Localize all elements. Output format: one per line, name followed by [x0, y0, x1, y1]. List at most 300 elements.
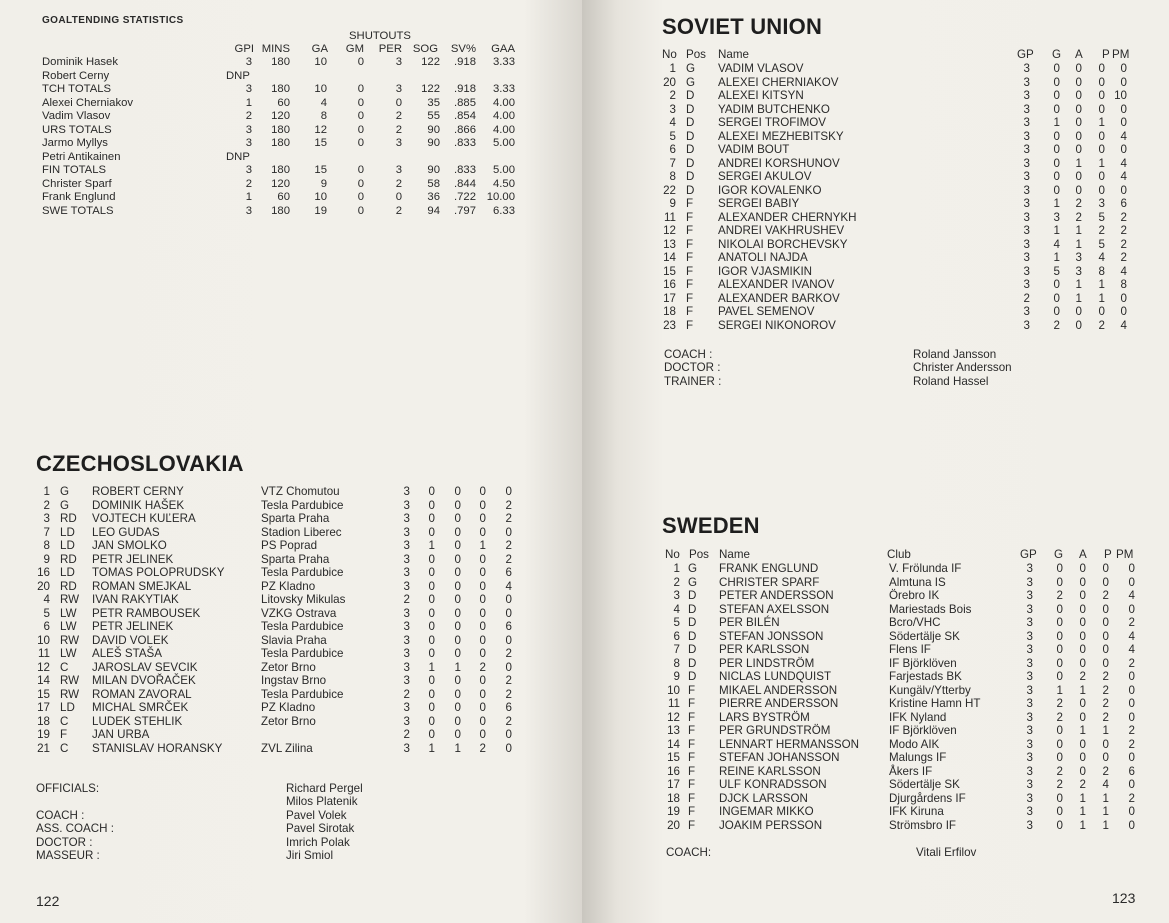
col-g: G — [1052, 48, 1062, 61]
goalie-col-sog: SOG — [412, 43, 438, 55]
sweden-player-row — [582, 616, 1169, 630]
player-stat-gp: 3 — [1026, 697, 1033, 710]
player-number: 15 — [663, 264, 676, 278]
player-stat-g: 0 — [1056, 818, 1063, 832]
player-name: PETER ANDERSSON — [719, 589, 834, 602]
player-stat-pm: 0 — [1120, 116, 1127, 129]
official-role: ASS. COACH : — [36, 822, 114, 836]
player-stat-pm: 2 — [1120, 224, 1127, 237]
player-stat-gp: 3 — [1026, 575, 1033, 589]
player-stat-p: 2 — [1102, 710, 1109, 724]
goalie-row — [0, 83, 582, 97]
goalie-gpi: DNP — [226, 69, 250, 82]
player-position: F — [688, 818, 696, 832]
player-stat-g: 0 — [428, 714, 435, 728]
player-stat-pm: 0 — [505, 606, 512, 620]
goalie-gpi: 3 — [245, 83, 252, 95]
player-stat-p: 0 — [479, 498, 486, 512]
player-number: 8 — [673, 656, 680, 670]
player-stat-gp: 3 — [403, 647, 410, 660]
player-stat-pm: 2 — [1128, 616, 1135, 629]
player-stat-gp: 3 — [403, 566, 410, 579]
player-stat-g: 2 — [1056, 697, 1063, 710]
soviet-player-row — [582, 278, 1169, 292]
goalie-mins: 180 — [271, 137, 290, 149]
player-stat-a: 0 — [454, 485, 461, 498]
player-stat-p: 0 — [479, 701, 486, 714]
col-a: A — [1075, 48, 1083, 61]
player-stat-gp: 3 — [1026, 589, 1033, 602]
player-name: VOJTECH KUĽERA — [92, 512, 196, 525]
player-name: DOMINIK HAŠEK — [92, 498, 185, 512]
player-stat-a: 0 — [1075, 129, 1082, 143]
player-stat-pm: 6 — [1128, 764, 1135, 778]
player-stat-pm: 2 — [1128, 737, 1135, 751]
goalie-col-ga: GA — [311, 43, 328, 55]
player-position: F — [686, 278, 694, 291]
player-number: 23 — [663, 318, 676, 332]
player-stat-gp: 3 — [1026, 670, 1033, 683]
col-name: Name — [718, 48, 749, 61]
player-number: 2 — [669, 89, 676, 102]
goalie-svp: .854 — [454, 110, 476, 122]
goalie-gaa: 3.33 — [493, 56, 515, 68]
goalie-svp: .918 — [454, 56, 476, 68]
player-position: D — [688, 670, 697, 683]
staff-role: COACH: — [666, 846, 712, 859]
col-p: P — [1102, 48, 1110, 61]
player-name: ALEXEI KITSYN — [718, 89, 804, 102]
player-position: RW — [60, 674, 80, 687]
player-stat-g: 5 — [1053, 264, 1060, 278]
player-stat-g: 0 — [1053, 75, 1060, 89]
player-name: PETR RAMBOUSEK — [92, 606, 201, 620]
player-stat-p: 0 — [1102, 602, 1109, 616]
goalie-ga: 4 — [320, 96, 327, 109]
player-number: 14 — [663, 251, 676, 264]
player-stat-pm: 0 — [1128, 670, 1135, 683]
player-name: STEFAN AXELSSON — [719, 602, 830, 616]
goalie-name: TCH TOTALS — [42, 83, 112, 95]
player-stat-gp: 3 — [403, 701, 410, 714]
player-stat-gp: 3 — [1026, 791, 1033, 805]
player-position: F — [686, 210, 694, 224]
player-stat-pm: 0 — [1120, 183, 1127, 197]
goalie-per: 3 — [395, 83, 402, 95]
player-stat-pm: 4 — [1120, 129, 1127, 143]
player-position: LW — [60, 606, 77, 620]
player-stat-a: 0 — [1079, 697, 1086, 710]
player-stat-g: 1 — [428, 539, 435, 552]
player-number: 13 — [667, 724, 680, 737]
soviet-player-row — [582, 62, 1169, 76]
player-stat-pm: 2 — [505, 674, 512, 687]
player-stat-g: 0 — [1053, 89, 1060, 102]
sweden-player-row — [582, 589, 1169, 603]
goalie-ga: 10 — [314, 83, 327, 95]
soviet-player-row — [582, 224, 1169, 238]
goalie-row — [0, 205, 582, 219]
player-stat-gp: 3 — [1023, 278, 1030, 291]
player-club: IF Björklöven — [889, 724, 957, 737]
player-stat-p: 0 — [1102, 629, 1109, 643]
player-stat-a: 1 — [1075, 224, 1082, 237]
col-pm: PM — [1112, 48, 1130, 61]
player-stat-pm: 0 — [505, 660, 512, 674]
sweden-player-row — [582, 778, 1169, 792]
player-stat-gp: 2 — [403, 728, 410, 741]
player-stat-g: 0 — [428, 593, 435, 606]
player-stat-gp: 3 — [1023, 318, 1030, 332]
player-name: ANATOLI NAJDA — [718, 251, 808, 264]
player-stat-a: 0 — [454, 714, 461, 728]
player-number: 22 — [663, 183, 676, 197]
goalie-per: 3 — [395, 137, 402, 149]
goalie-sog: 90 — [427, 164, 440, 176]
goalie-svp: .918 — [454, 83, 476, 95]
player-stat-g: 0 — [1056, 602, 1063, 616]
player-stat-pm: 0 — [1120, 75, 1127, 89]
goalie-gm: 0 — [357, 96, 364, 109]
player-stat-g: 0 — [1053, 170, 1060, 183]
player-position: LD — [60, 566, 75, 579]
player-stat-pm: 2 — [1128, 656, 1135, 670]
player-stat-p: 0 — [1102, 656, 1109, 670]
player-name: NIKOLAI BORCHEVSKY — [718, 237, 848, 251]
player-name: FRANK ENGLUND — [719, 562, 819, 575]
czech-player-row — [0, 661, 582, 675]
goalie-gpi: 2 — [245, 177, 252, 190]
player-club: Farjestads BK — [889, 670, 962, 683]
player-number: 10 — [37, 633, 50, 647]
official-role: OFFICIALS: — [36, 782, 100, 795]
player-stat-p: 0 — [1098, 89, 1105, 102]
soviet-player-row — [582, 143, 1169, 157]
official-name: Imrich Polak — [286, 835, 350, 849]
player-stat-p: 0 — [479, 620, 486, 633]
player-position: D — [688, 602, 697, 616]
player-stat-gp: 3 — [1023, 75, 1030, 89]
player-position: C — [60, 660, 69, 674]
player-stat-a: 0 — [454, 579, 461, 593]
player-stat-a: 1 — [1079, 724, 1086, 737]
goalie-ga: 15 — [314, 137, 327, 149]
player-position: D — [686, 183, 695, 197]
player-stat-a: 0 — [1075, 318, 1082, 332]
czech-team-title: CZECHOSLOVAKIA — [36, 451, 244, 476]
player-stat-gp: 3 — [1023, 210, 1030, 224]
soviet-player-row — [582, 103, 1169, 117]
player-club: Malungs IF — [889, 751, 947, 764]
player-stat-pm: 4 — [1128, 589, 1135, 602]
player-name: JOAKIM PERSSON — [719, 818, 823, 832]
player-club: PS Poprad — [261, 539, 318, 552]
player-position: LD — [60, 701, 75, 714]
player-name: JAN SMOLKO — [92, 539, 167, 552]
player-club: V. Frölunda IF — [889, 562, 962, 575]
player-name: CHRISTER SPARF — [719, 575, 820, 589]
player-number: 7 — [669, 156, 676, 170]
player-stat-p: 0 — [1098, 75, 1105, 89]
official-role: COACH : — [36, 808, 85, 822]
player-stat-pm: 2 — [505, 714, 512, 728]
sweden-player-row — [582, 562, 1169, 576]
player-position: RD — [60, 579, 77, 593]
player-number: 9 — [43, 552, 50, 566]
player-stat-pm: 0 — [1128, 602, 1135, 616]
player-stat-pm: 2 — [505, 687, 512, 701]
goalie-mins: 120 — [271, 177, 290, 190]
goalie-ga: 12 — [314, 123, 327, 136]
player-stat-pm: 4 — [1120, 264, 1127, 278]
goalie-name: Jarmo Myllys — [42, 137, 108, 149]
czech-player-row — [0, 526, 582, 540]
player-club: Örebro IK — [889, 589, 940, 602]
sweden-table-header — [582, 548, 1169, 562]
player-stat-a: 0 — [1079, 629, 1086, 643]
player-stat-pm: 0 — [1128, 575, 1135, 589]
czech-player-row — [0, 674, 582, 688]
player-stat-pm: 0 — [1128, 697, 1135, 710]
player-stat-a: 1 — [1075, 237, 1082, 251]
player-position: RD — [60, 512, 77, 525]
goalie-gm: 0 — [357, 110, 364, 122]
player-stat-p: 2 — [479, 741, 486, 755]
player-number: 1 — [673, 562, 680, 575]
czech-player-row — [0, 553, 582, 567]
player-stat-gp: 3 — [403, 525, 410, 539]
player-stat-g: 1 — [428, 660, 435, 674]
goalie-sog: 36 — [427, 191, 440, 203]
player-stat-p: 2 — [1102, 670, 1109, 683]
player-number: 14 — [37, 674, 50, 687]
sweden-team-title: SWEDEN — [662, 513, 760, 538]
player-stat-g: 0 — [1053, 156, 1060, 170]
goalie-name: Robert Cerny — [42, 69, 110, 82]
soviet-player-row — [582, 130, 1169, 144]
player-name: DAVID VOLEK — [92, 633, 169, 647]
sweden-player-row — [582, 738, 1169, 752]
player-stat-gp: 3 — [1023, 102, 1030, 116]
goalie-gpi: DNP — [226, 150, 250, 163]
goalie-sog: 90 — [427, 137, 440, 149]
player-stat-pm: 10 — [1114, 89, 1127, 102]
player-stat-p: 1 — [1098, 116, 1105, 129]
goalie-gm: 0 — [357, 177, 364, 190]
soviet-staff — [582, 348, 1169, 390]
player-stat-gp: 3 — [1026, 764, 1033, 778]
player-stat-gp: 3 — [403, 620, 410, 633]
goalie-per: 0 — [395, 191, 402, 203]
player-position: D — [686, 102, 695, 116]
player-stat-a: 0 — [1079, 656, 1086, 670]
player-club: Kristine Hamn HT — [889, 697, 981, 710]
goalie-name: Petri Antikainen — [42, 150, 121, 163]
player-stat-g: 0 — [1056, 616, 1063, 629]
player-stat-pm: 2 — [505, 512, 512, 525]
goalie-per: 2 — [395, 110, 402, 122]
player-stat-gp: 3 — [403, 741, 410, 755]
player-number: 20 — [37, 579, 50, 593]
czech-player-row — [0, 485, 582, 499]
player-stat-pm: 2 — [505, 552, 512, 566]
player-number: 10 — [667, 683, 680, 697]
player-name: LEO GUDAS — [92, 525, 160, 539]
player-number: 12 — [37, 660, 50, 674]
player-name: IGOR VJASMIKIN — [718, 264, 813, 278]
sweden-staff — [582, 846, 1169, 862]
player-position: F — [688, 737, 696, 751]
player-club: Bcro/VHC — [889, 616, 941, 629]
player-club: Sparta Praha — [261, 552, 330, 566]
player-stat-pm: 0 — [505, 485, 512, 498]
player-stat-a: 1 — [1075, 291, 1082, 305]
goalie-mins: 180 — [271, 83, 290, 95]
player-stat-pm: 2 — [1120, 251, 1127, 264]
player-stat-pm: 0 — [1128, 805, 1135, 818]
goalie-gaa: 4.00 — [493, 110, 515, 122]
player-stat-gp: 3 — [403, 606, 410, 620]
staff-name: Roland Jansson — [913, 348, 997, 361]
player-position: RW — [60, 593, 80, 606]
player-number: 2 — [673, 575, 680, 589]
goalie-gaa: 3.33 — [493, 83, 515, 95]
player-number: 4 — [673, 602, 680, 616]
soviet-roster-table — [582, 62, 1169, 334]
player-position: D — [686, 156, 695, 170]
player-stat-p: 0 — [1102, 616, 1109, 629]
player-stat-p: 0 — [1098, 143, 1105, 156]
goalie-gm: 0 — [357, 137, 364, 149]
goalie-sog: 55 — [427, 110, 440, 122]
player-stat-g: 2 — [1053, 318, 1060, 332]
player-name: PER GRUNDSTRÖM — [719, 724, 831, 737]
player-stat-a: 0 — [454, 633, 461, 647]
player-stat-p: 1 — [1098, 156, 1105, 170]
goalie-sog: 122 — [421, 83, 440, 95]
soviet-player-row — [582, 76, 1169, 90]
player-stat-gp: 3 — [1026, 562, 1033, 575]
player-stat-a: 1 — [1079, 805, 1086, 818]
player-club: Åkers IF — [889, 764, 933, 778]
player-number: 14 — [667, 737, 680, 751]
player-stat-a: 0 — [1075, 143, 1082, 156]
player-stat-g: 2 — [1056, 589, 1063, 602]
player-position: F — [688, 683, 696, 697]
sweden-player-row — [582, 819, 1169, 833]
player-stat-g: 0 — [428, 485, 435, 498]
czech-player-row — [0, 620, 582, 634]
player-name: ALEXANDER CHERNYKH — [718, 210, 857, 224]
player-stat-p: 8 — [1098, 264, 1105, 278]
player-name: ALEXEI CHERNIAKOV — [718, 75, 839, 89]
player-position: D — [686, 170, 695, 183]
player-stat-pm: 4 — [505, 579, 512, 593]
goalie-gm: 0 — [357, 123, 364, 136]
player-stat-gp: 3 — [1023, 237, 1030, 251]
player-stat-pm: 4 — [1128, 629, 1135, 643]
player-stat-g: 0 — [1056, 737, 1063, 751]
goalie-name: Vadim Vlasov — [42, 110, 111, 122]
player-stat-p: 0 — [479, 633, 486, 647]
player-club: Tesla Pardubice — [261, 498, 344, 512]
goalie-row — [0, 191, 582, 205]
soviet-player-row — [582, 238, 1169, 252]
player-number: 19 — [37, 728, 50, 741]
czech-player-row — [0, 715, 582, 729]
player-position: F — [686, 291, 694, 305]
player-stat-pm: 0 — [1128, 751, 1135, 764]
player-club: Zetor Brno — [261, 714, 316, 728]
player-stat-g: 0 — [428, 647, 435, 660]
goalie-name: FIN TOTALS — [42, 164, 107, 176]
goalie-ga: 8 — [320, 110, 327, 122]
player-number: 18 — [663, 305, 676, 318]
player-stat-pm: 0 — [1120, 62, 1127, 75]
player-position: F — [688, 710, 696, 724]
staff-role: DOCTOR : — [664, 361, 721, 375]
goalie-ga: 9 — [320, 177, 327, 190]
player-stat-g: 0 — [1056, 670, 1063, 683]
soviet-player-row — [582, 89, 1169, 103]
player-stat-a: 0 — [1079, 575, 1086, 589]
goalie-ga: 10 — [314, 56, 327, 68]
goalie-gaa: 10.00 — [486, 191, 515, 203]
official-row — [0, 795, 582, 809]
player-position: D — [688, 616, 697, 629]
goalie-ga: 15 — [314, 164, 327, 176]
czech-player-row — [0, 688, 582, 702]
player-stat-a: 0 — [1079, 710, 1086, 724]
player-stat-g: 1 — [1053, 251, 1060, 264]
player-stat-g: 4 — [1053, 237, 1060, 251]
player-name: ANDREI VAKHRUSHEV — [718, 224, 845, 237]
player-stat-p: 0 — [1102, 751, 1109, 764]
player-name: SERGEI NIKONOROV — [718, 318, 836, 332]
player-stat-p: 0 — [479, 485, 486, 498]
player-name: IGOR KOVALENKO — [718, 183, 822, 197]
player-number: 2 — [43, 498, 50, 512]
player-stat-p: 1 — [1102, 818, 1109, 832]
player-position: D — [686, 116, 695, 129]
player-stat-a: 0 — [1075, 183, 1082, 197]
player-name: PETR JELINEK — [92, 552, 174, 566]
player-name: SERGEI TROFIMOV — [718, 116, 827, 129]
player-number: 6 — [669, 143, 676, 156]
goalie-mins: 180 — [271, 123, 290, 136]
staff-role: TRAINER : — [664, 374, 722, 388]
player-stat-a: 0 — [1079, 751, 1086, 764]
player-number: 4 — [669, 116, 676, 129]
czech-player-row — [0, 539, 582, 553]
official-name: Jiri Smiol — [286, 849, 334, 862]
sweden-player-row — [582, 630, 1169, 644]
official-name: Richard Pergel — [286, 782, 363, 795]
player-stat-a: 0 — [1079, 737, 1086, 751]
player-number: 18 — [667, 791, 680, 805]
col-g: G — [1054, 548, 1064, 561]
player-stat-pm: 6 — [1120, 197, 1127, 210]
player-stat-g: 0 — [428, 606, 435, 620]
staff-name: Vitali Erfilov — [916, 846, 977, 859]
goalie-gm: 0 — [357, 83, 364, 95]
player-name: ANDREI KORSHUNOV — [718, 156, 840, 170]
player-stat-a: 1 — [1079, 683, 1086, 697]
player-stat-gp: 2 — [1023, 291, 1030, 305]
player-name: STEFAN JOHANSSON — [719, 751, 840, 764]
player-stat-p: 0 — [479, 714, 486, 728]
player-club: Zetor Brno — [261, 660, 316, 674]
